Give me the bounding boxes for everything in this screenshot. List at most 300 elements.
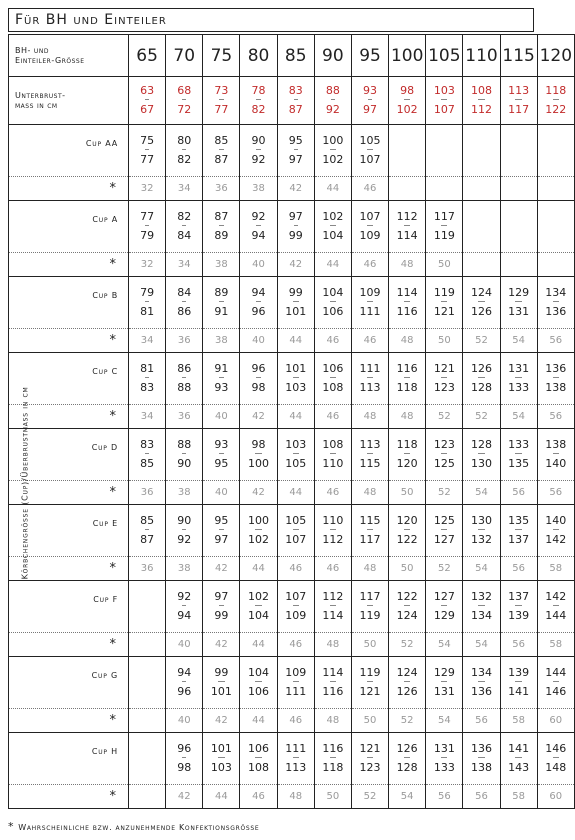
value-bottom: 116 (397, 302, 418, 318)
approx-size: 48 (389, 329, 426, 353)
asterisk-marker: * (9, 329, 129, 353)
value-bottom: 96 (252, 302, 266, 318)
size-cell (166, 657, 203, 709)
value-pair (177, 742, 191, 774)
approx-size: 42 (203, 709, 240, 733)
size-cell (389, 505, 426, 557)
size-cell (277, 505, 314, 557)
approx-size: 38 (166, 481, 203, 505)
value-top: 96 (251, 362, 266, 375)
value-top: 110 (322, 514, 344, 527)
approx-size: 46 (277, 633, 314, 657)
approx-row (9, 709, 575, 733)
approx-size: 42 (203, 557, 240, 581)
value-bottom: 90 (177, 454, 191, 470)
size-cell (203, 505, 240, 557)
value-bottom: 135 (508, 454, 529, 470)
size-cell (203, 353, 240, 405)
size-cell (389, 77, 426, 125)
value-pair (434, 362, 455, 394)
size-header-label (9, 35, 129, 77)
value-top: 104 (248, 666, 270, 679)
approx-size: 42 (240, 481, 277, 505)
approx-size: 36 (129, 557, 166, 581)
value-bottom: 148 (545, 758, 566, 774)
approx-size: 40 (240, 329, 277, 353)
value-top: 80 (177, 134, 192, 147)
value-top: 94 (251, 286, 266, 299)
value-top: 116 (322, 742, 344, 755)
value-bottom: 128 (397, 758, 418, 774)
value-top: 111 (285, 742, 307, 755)
size-cell (351, 77, 388, 125)
value-bottom: 102 (322, 150, 343, 166)
value-pair (471, 514, 492, 546)
approx-size: 46 (351, 329, 388, 353)
value-pair (211, 666, 232, 698)
value-pair (140, 362, 154, 394)
approx-size: 44 (314, 177, 351, 201)
approx-row (9, 329, 575, 353)
value-top: 126 (396, 742, 418, 755)
value-top: 137 (508, 590, 530, 603)
value-pair (285, 514, 306, 546)
value-top: 135 (508, 514, 530, 527)
value-top: 93 (363, 84, 378, 97)
value-pair (252, 210, 266, 242)
value-top: 126 (470, 362, 492, 375)
size-cell (389, 277, 426, 329)
cup-row (9, 429, 575, 481)
value-top: 97 (288, 210, 303, 223)
value-pair (508, 362, 529, 394)
size-cell (129, 505, 166, 557)
value-pair (322, 590, 343, 622)
value-top: 134 (470, 666, 492, 679)
value-top: 141 (508, 742, 530, 755)
size-cell (426, 77, 463, 125)
value-top: 101 (285, 362, 307, 375)
value-bottom: 123 (434, 378, 455, 394)
size-cell (500, 733, 537, 785)
size-cell (389, 429, 426, 481)
size-cell (129, 353, 166, 405)
size-cell (463, 657, 500, 709)
value-pair (177, 286, 191, 318)
value-top: 118 (396, 438, 418, 451)
value-bottom: 116 (322, 682, 343, 698)
value-bottom: 109 (285, 606, 306, 622)
value-top: 83 (140, 438, 155, 451)
value-top: 81 (140, 362, 155, 375)
value-pair (360, 210, 381, 242)
value-pair (360, 286, 381, 318)
cup-name: Cup E (9, 505, 129, 557)
approx-size: 42 (240, 405, 277, 429)
cup-row (9, 125, 575, 177)
approx-size: 56 (463, 709, 500, 733)
size-cell (314, 505, 351, 557)
size-heading: 120 (537, 35, 574, 77)
approx-size: 44 (240, 557, 277, 581)
value-pair (508, 666, 529, 698)
approx-size: 46 (277, 557, 314, 581)
size-cell (351, 657, 388, 709)
size-cell (463, 77, 500, 125)
approx-size: 38 (166, 557, 203, 581)
value-bottom: 126 (471, 302, 492, 318)
size-cell (500, 277, 537, 329)
size-cell (463, 581, 500, 633)
approx-size: 56 (500, 481, 537, 505)
value-top: 91 (214, 362, 229, 375)
size-heading: 70 (166, 35, 203, 77)
value-bottom: 104 (248, 606, 269, 622)
size-cell (351, 429, 388, 481)
value-top: 113 (359, 438, 381, 451)
approx-size: 52 (463, 329, 500, 353)
value-bottom: 87 (140, 530, 154, 546)
size-cell (166, 125, 203, 177)
value-bottom: 94 (252, 226, 266, 242)
value-bottom: 98 (252, 378, 266, 394)
value-bottom: 136 (545, 302, 566, 318)
value-top: 123 (433, 438, 455, 451)
size-heading: 85 (277, 35, 314, 77)
size-cell (240, 277, 277, 329)
value-top: 121 (359, 742, 381, 755)
approx-row (9, 253, 575, 277)
size-cell (129, 77, 166, 125)
size-cell (314, 657, 351, 709)
value-bottom: 144 (545, 606, 566, 622)
value-pair (322, 134, 343, 166)
approx-size: 54 (500, 329, 537, 353)
value-pair (434, 514, 455, 546)
value-pair (397, 438, 418, 470)
value-top: 122 (396, 590, 418, 603)
size-cell (277, 125, 314, 177)
value-top: 120 (396, 514, 418, 527)
value-top: 140 (545, 514, 567, 527)
size-cell (314, 581, 351, 633)
size-cell (129, 277, 166, 329)
empty-cell (129, 581, 166, 633)
approx-size: 48 (277, 785, 314, 809)
value-top: 85 (214, 134, 229, 147)
value-top: 63 (140, 84, 155, 97)
value-pair (397, 362, 418, 394)
value-pair (285, 742, 306, 774)
size-header-row (9, 35, 575, 77)
value-top: 87 (214, 210, 229, 223)
size-cell (203, 429, 240, 481)
approx-size: 60 (537, 785, 574, 809)
size-heading: 115 (500, 35, 537, 77)
approx-size: 40 (166, 709, 203, 733)
approx-size: 48 (351, 481, 388, 505)
size-cell (240, 581, 277, 633)
value-bottom: 121 (360, 682, 381, 698)
size-cell (129, 201, 166, 253)
size-cell (463, 733, 500, 785)
approx-size: 44 (240, 633, 277, 657)
value-bottom: 89 (214, 226, 228, 242)
value-pair (177, 438, 191, 470)
value-top: 108 (470, 84, 492, 97)
size-cell (277, 353, 314, 405)
value-pair (363, 84, 377, 116)
value-pair (214, 210, 228, 242)
size-cell (389, 353, 426, 405)
value-pair (545, 742, 566, 774)
value-pair (508, 286, 529, 318)
size-cell (240, 733, 277, 785)
value-pair (545, 514, 566, 546)
size-cell (351, 353, 388, 405)
value-pair (252, 286, 266, 318)
value-top: 106 (248, 742, 270, 755)
approx-size: 58 (537, 633, 574, 657)
value-bottom: 97 (214, 530, 228, 546)
value-bottom: 115 (360, 454, 381, 470)
cup-row (9, 353, 575, 405)
value-top: 75 (140, 134, 155, 147)
size-cell (166, 201, 203, 253)
value-bottom: 99 (289, 226, 303, 242)
value-pair (360, 666, 381, 698)
approx-size: 54 (426, 633, 463, 657)
size-cell (277, 77, 314, 125)
value-bottom: 98 (177, 758, 191, 774)
size-cell (537, 657, 574, 709)
value-top: 139 (508, 666, 530, 679)
value-bottom: 82 (252, 100, 266, 116)
size-cell (277, 429, 314, 481)
value-bottom: 114 (322, 606, 343, 622)
value-top: 119 (359, 666, 381, 679)
value-pair (508, 590, 529, 622)
value-bottom: 138 (471, 758, 492, 774)
value-pair (360, 514, 381, 546)
approx-size: 48 (351, 405, 388, 429)
value-bottom: 92 (252, 150, 266, 166)
page-title: Für BH und Einteiler (8, 8, 534, 32)
value-pair (248, 514, 269, 546)
value-pair (471, 438, 492, 470)
approx-size: 34 (129, 405, 166, 429)
value-top: 132 (470, 590, 492, 603)
value-pair (285, 438, 306, 470)
value-pair (397, 84, 418, 116)
vertical-axis-text: Körbchengrösse (Cup)/Überbrustmass in cm (20, 386, 30, 580)
value-pair (434, 210, 455, 242)
cup-row (9, 201, 575, 253)
value-pair (471, 286, 492, 318)
size-cell (426, 581, 463, 633)
approx-size: 52 (426, 481, 463, 505)
empty-cell (426, 125, 463, 177)
value-pair (545, 286, 566, 318)
value-bottom: 77 (140, 150, 154, 166)
asterisk-marker: * (9, 633, 129, 657)
value-bottom: 117 (508, 100, 529, 116)
value-pair (177, 362, 191, 394)
value-bottom: 119 (434, 226, 455, 242)
value-bottom: 108 (248, 758, 269, 774)
cup-row (9, 733, 575, 785)
size-cell (203, 657, 240, 709)
size-cell (537, 353, 574, 405)
value-top: 124 (396, 666, 418, 679)
value-top: 106 (322, 362, 344, 375)
value-pair (322, 666, 343, 698)
approx-size: 36 (166, 405, 203, 429)
value-pair (545, 84, 566, 116)
value-pair (434, 84, 455, 116)
value-top: 117 (433, 210, 455, 223)
approx-size: 52 (389, 709, 426, 733)
value-bottom: 102 (248, 530, 269, 546)
value-bottom: 132 (471, 530, 492, 546)
value-bottom: 112 (471, 100, 492, 116)
value-pair (214, 134, 228, 166)
value-top: 73 (214, 84, 229, 97)
value-pair (545, 590, 566, 622)
value-pair (214, 514, 228, 546)
approx-size: 32 (129, 253, 166, 277)
approx-size: 54 (389, 785, 426, 809)
approx-size: 54 (463, 633, 500, 657)
size-cell (463, 353, 500, 405)
value-top: 144 (545, 666, 567, 679)
value-pair (140, 514, 154, 546)
value-bottom: 137 (508, 530, 529, 546)
value-top: 99 (214, 666, 229, 679)
value-bottom: 121 (434, 302, 455, 318)
value-bottom: 113 (285, 758, 306, 774)
value-bottom: 86 (177, 302, 191, 318)
approx-size: 48 (389, 405, 426, 429)
approx-size: 56 (537, 481, 574, 505)
approx-size: 58 (500, 709, 537, 733)
cup-row (9, 581, 575, 633)
size-cell (426, 429, 463, 481)
value-pair (471, 362, 492, 394)
cup-name: Cup B (9, 277, 129, 329)
approx-row (9, 177, 575, 201)
approx-size: 46 (277, 709, 314, 733)
asterisk-marker: * (9, 481, 129, 505)
value-bottom: 97 (289, 150, 303, 166)
approx-size: 58 (500, 785, 537, 809)
value-pair (140, 438, 154, 470)
size-cell (240, 125, 277, 177)
value-top: 121 (433, 362, 455, 375)
approx-size (426, 177, 463, 201)
approx-size: 50 (351, 633, 388, 657)
approx-size: 46 (351, 253, 388, 277)
value-bottom: 109 (360, 226, 381, 242)
value-bottom: 131 (434, 682, 455, 698)
value-top: 98 (251, 438, 266, 451)
size-cell (500, 353, 537, 405)
cup-row (9, 657, 575, 709)
value-pair (248, 742, 269, 774)
header-label-line2: Einteiler-Grösse (15, 55, 85, 65)
approx-size: 34 (129, 329, 166, 353)
size-cell (314, 429, 351, 481)
size-cell (166, 277, 203, 329)
value-pair (289, 210, 303, 242)
value-bottom: 126 (397, 682, 418, 698)
value-top: 102 (322, 210, 344, 223)
empty-cell (537, 201, 574, 253)
approx-size: 46 (314, 329, 351, 353)
size-cell (537, 429, 574, 481)
size-cell (240, 657, 277, 709)
approx-size: 50 (426, 329, 463, 353)
approx-size: 46 (314, 481, 351, 505)
value-top: 98 (400, 84, 415, 97)
value-top: 142 (545, 590, 567, 603)
value-bottom: 105 (285, 454, 306, 470)
empty-cell (129, 657, 166, 709)
cup-row (9, 505, 575, 557)
value-pair (322, 742, 343, 774)
value-bottom: 91 (214, 302, 228, 318)
value-pair (289, 134, 303, 166)
value-top: 125 (433, 514, 455, 527)
approx-size: 42 (277, 253, 314, 277)
size-cell (166, 429, 203, 481)
size-cell (240, 77, 277, 125)
approx-size: 50 (389, 481, 426, 505)
value-bottom: 129 (434, 606, 455, 622)
value-top: 92 (251, 210, 266, 223)
unterbrust-label (9, 77, 129, 125)
approx-row (9, 557, 575, 581)
value-pair (360, 438, 381, 470)
size-cell (537, 505, 574, 557)
value-bottom: 99 (214, 606, 228, 622)
value-top: 78 (251, 84, 266, 97)
value-bottom: 79 (140, 226, 154, 242)
value-pair (214, 438, 228, 470)
value-pair (508, 742, 529, 774)
approx-size: 48 (351, 557, 388, 581)
value-pair (434, 742, 455, 774)
value-bottom: 82 (177, 150, 191, 166)
unterbrust-label-line1: Unterbrust- (15, 90, 66, 100)
size-cell (203, 581, 240, 633)
value-top: 138 (545, 438, 567, 451)
value-top: 113 (508, 84, 530, 97)
approx-size: 34 (166, 177, 203, 201)
value-bottom: 139 (508, 606, 529, 622)
empty-cell (389, 125, 426, 177)
value-bottom: 77 (214, 100, 228, 116)
value-pair (471, 666, 492, 698)
value-pair (285, 286, 306, 318)
value-pair (545, 362, 566, 394)
approx-row (9, 785, 575, 809)
approx-size: 42 (166, 785, 203, 809)
value-bottom: 143 (508, 758, 529, 774)
size-cell (500, 581, 537, 633)
value-top: 114 (322, 666, 344, 679)
value-bottom: 119 (360, 606, 381, 622)
